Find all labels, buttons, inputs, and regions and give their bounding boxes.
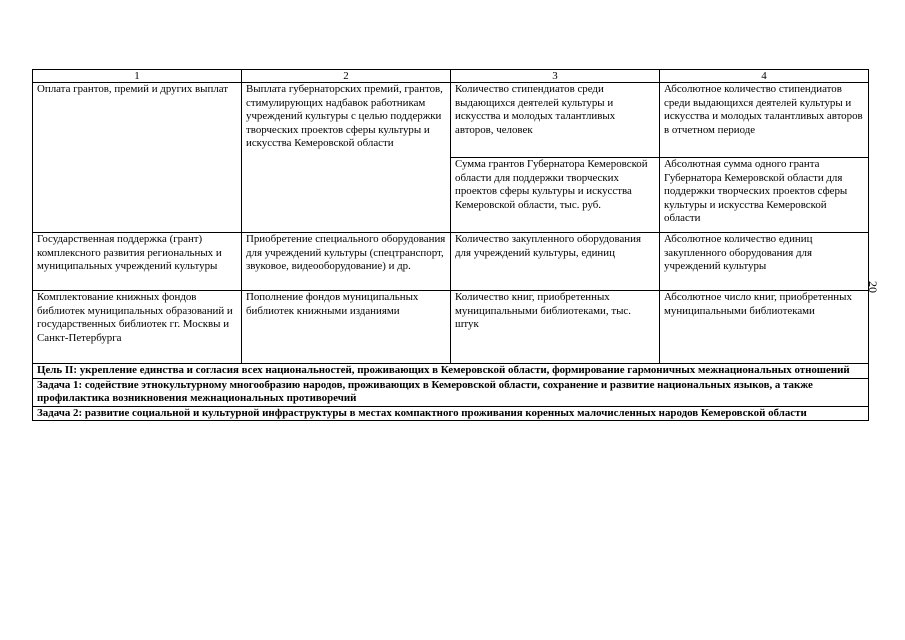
table-header-row [33, 70, 869, 83]
task-cell: Задача 1: содействие этнокультурному многообразию народов, проживающих в Кемеровской области, сохранение и развитие национальных языков, а также профилактика возникновения межнациональных противоречий [33, 378, 869, 406]
header-cell: 3 [451, 70, 660, 83]
header-cell: 2 [242, 70, 451, 83]
task-cell: Задача 2: развитие социальной и культурной инфраструктуры в местах компактного проживания коренных малочисленных народов Кемеровской области [33, 406, 869, 421]
header-cell: 1 [33, 70, 242, 83]
table-cell: Количество стипендиатов среди выдающихся деятелей культуры и искусства и молодых талантливых авторов, человек [451, 83, 660, 158]
table-row [33, 291, 869, 364]
table-cell: Абсолютное количество единиц закупленного оборудования для учреждений культуры [660, 233, 869, 291]
table-cell: Комплектование книжных фондов библиотек муниципальных образований и государственных библиотек гг. Москвы и Санкт-Петербурга [33, 291, 242, 364]
task-row [33, 406, 869, 421]
table-cell: Абсолютная сумма одного гранта Губернатора Кемеровской области для поддержки творческих проектов сферы культуры и искусства Кемеровской области [660, 158, 869, 233]
indicators-table [32, 69, 869, 421]
table-cell: Сумма грантов Губернатора Кемеровской области для поддержки творческих проектов сферы культуры и искусства Кемеровской области, тыс. руб. [451, 158, 660, 233]
table-cell: Абсолютное количество стипендиатов среди выдающихся деятелей культуры и искусства и молодых талантливых авторов в отчетном периоде [660, 83, 869, 158]
table-cell: Пополнение фондов муниципальных библиотек книжными изданиями [242, 291, 451, 364]
table-cell: Государственная поддержка (грант) комплексного развития региональных и муниципальных учреждений культуры [33, 233, 242, 291]
table-cell: Приобретение специального оборудования для учреждений культуры (спецтранспорт, звуковое, видеооборудование) и др. [242, 233, 451, 291]
table-cell: Оплата грантов, премий и других выплат [33, 83, 242, 233]
table-cell: Количество книг, приобретенных муниципальными библиотеками, тыс. штук [451, 291, 660, 364]
table-cell: Выплата губернаторских премий, грантов, стимулирующих надбавок работникам учреждений культуры с целью поддержки творческих проектов сферы культуры и искусства Кемеровской области [242, 83, 451, 233]
table-row [33, 83, 869, 158]
header-cell: 4 [660, 70, 869, 83]
goal-cell: Цель II: укрепление единства и согласия всех национальностей, проживающих в Кемеровской области, формирование гармоничных межнациональных отношений [33, 364, 869, 379]
table-cell: Абсолютное число книг, приобретенных муниципальными библиотеками [660, 291, 869, 364]
table-cell: Количество закупленного оборудования для учреждений культуры, единиц [451, 233, 660, 291]
goal-row [33, 364, 869, 379]
table-row [33, 233, 869, 291]
task-row [33, 378, 869, 406]
page-number: 20 [866, 281, 880, 293]
